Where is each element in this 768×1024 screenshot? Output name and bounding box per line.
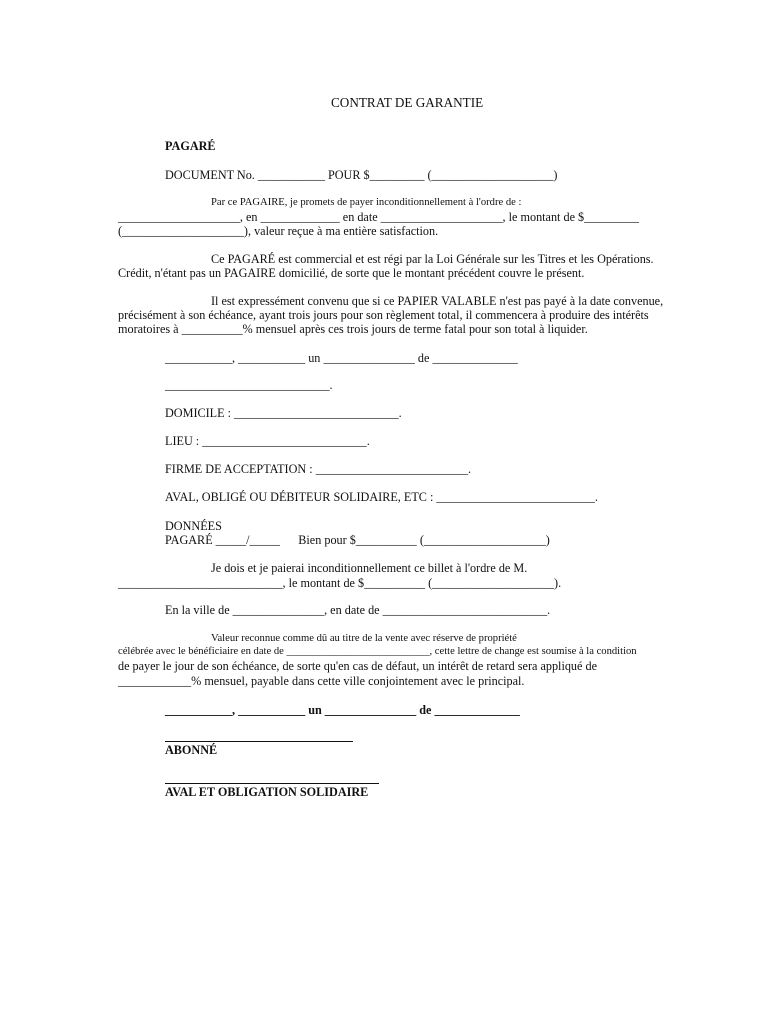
promise-paragraph-line-3: (____________________), valeur reçue à ma entière satisfaction. xyxy=(118,224,439,238)
blank-signature-line: ___________________________. xyxy=(165,378,333,392)
valeur-paragraph-line-3: de payer le jour de son échéance, de sorte qu'en cas de défaut, un intérêt de retard sera appliqué de xyxy=(118,659,597,673)
commercial-paragraph-line-1: Ce PAGARÉ est commercial et est régi par la Loi Générale sur les Titres et les Opérations. xyxy=(211,252,654,266)
interest-paragraph-line-3: moratoires à __________% mensuel après ces trois jours de terme fatal pour son total à liquider. xyxy=(118,322,588,336)
commercial-paragraph-line-2: Crédit, n'étant pas un PAGAIRE domicilié, de sorte que le montant précédent couvre le présent. xyxy=(118,266,585,280)
ville-date-line: En la ville de _______________, en date de ___________________________. xyxy=(165,603,551,617)
pagare-heading: PAGARÉ xyxy=(165,139,216,153)
abonne-label: ABONNÉ xyxy=(165,743,218,757)
aval-oblige-line: AVAL, OBLIGÉ OU DÉBITEUR SOLIDAIRE, ETC : __________________________. xyxy=(165,490,598,504)
aval-signature-rule xyxy=(165,783,379,784)
valeur-paragraph-line-2: célébrée avec le bénéficiaire en date de ___________________________, cette lettre de change est soumise à la condition xyxy=(118,646,637,657)
pagare-bien-pour-line: PAGARÉ _____/_____ Bien pour $__________ (____________________) xyxy=(165,533,550,547)
valeur-paragraph-line-1: Valeur reconnue comme dû au titre de la vente avec réserve de propriété xyxy=(211,633,517,644)
donnees-heading: DONNÉES xyxy=(165,519,222,533)
lieu-line: LIEU : ___________________________. xyxy=(165,434,370,448)
firme-acceptation-line: FIRME DE ACCEPTATION : _________________________. xyxy=(165,462,472,476)
aval-obligation-label: AVAL ET OBLIGATION SOLIDAIRE xyxy=(165,785,369,799)
valeur-paragraph-line-4: ____________% mensuel, payable dans cette ville conjointement avec le principal. xyxy=(118,674,525,688)
interest-paragraph-line-1: Il est expressément convenu que si ce PAPIER VALABLE n'est pas payé à la date convenue, xyxy=(211,294,664,308)
domicile-line: DOMICILE : ___________________________. xyxy=(165,406,402,420)
billet-line-2: ___________________________, le montant de $__________ (____________________). xyxy=(118,576,562,590)
abonne-signature-rule xyxy=(165,741,353,742)
document-number-line: DOCUMENT No. ___________ POUR $_________ (____________________) xyxy=(165,168,558,182)
date-line-bold: ___________, ___________ un _______________ de ______________ xyxy=(165,703,520,717)
promise-paragraph-line-2: ____________________, en _____________ en date ____________________, le montant de $_________ xyxy=(118,210,639,224)
billet-line-1: Je dois et je paierai inconditionnellement ce billet à l'ordre de M. xyxy=(211,561,528,575)
interest-paragraph-line-2: précisément à son échéance, ayant trois jours pour son règlement total, il commencera à produire des intérêts xyxy=(118,308,649,322)
document-title: CONTRAT DE GARANTIE xyxy=(331,95,484,110)
promise-paragraph-line-1: Par ce PAGAIRE, je promets de payer inconditionnellement à l'ordre de : xyxy=(211,197,522,208)
date-line: ___________, ___________ un _______________ de ______________ xyxy=(165,351,518,365)
